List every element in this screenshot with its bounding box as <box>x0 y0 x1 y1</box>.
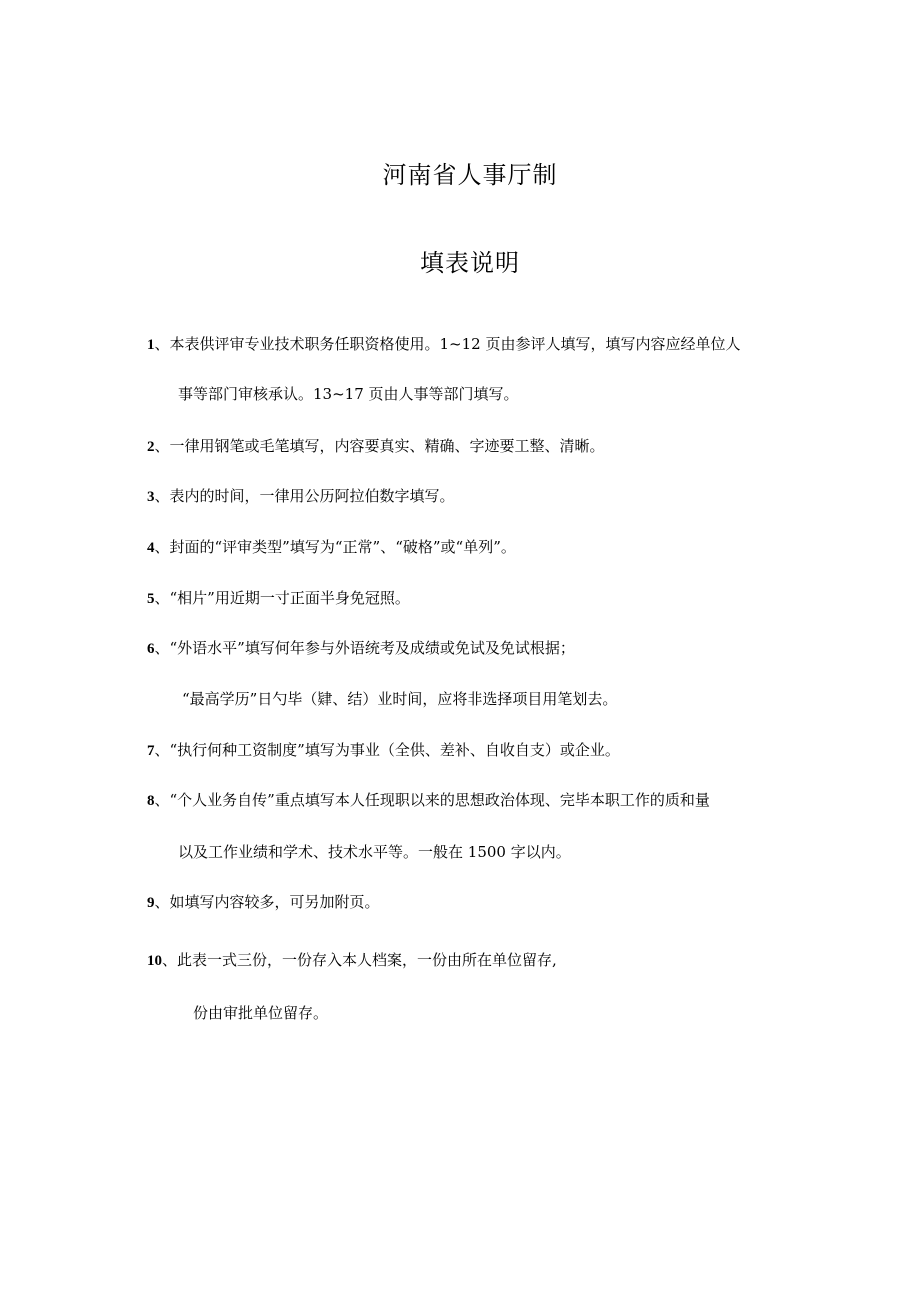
instruction-item-8-continuation: 以及工作业绩和学术、技术水平等。一般在 1500 字以内。 <box>178 843 571 861</box>
instruction-item-10-continuation: 份由审批单位留存。 <box>193 1004 329 1022</box>
item-number: 9 <box>147 895 155 911</box>
instruction-item-1-continuation: 事等部门审核承认。13~17 页由人事等部门填写。 <box>178 385 519 403</box>
item-text: 本表供评审专业技术职务任职资格使用。1~12 页由参评人填写，填写内容应经单位人 <box>169 335 741 353</box>
item-number: 10 <box>147 953 162 969</box>
item-number: 2 <box>147 439 155 455</box>
item-separator: 、 <box>154 639 170 657</box>
instruction-item-2 <box>147 436 605 457</box>
item-separator: 、 <box>154 893 170 911</box>
instruction-item-9 <box>147 892 380 913</box>
item-number: 6 <box>147 641 155 657</box>
item-text: “相片”用近期一寸正面半身免冠照。 <box>169 589 410 607</box>
item-number: 4 <box>147 540 155 556</box>
item-text: 此表一式三份，一份存入本人档案，一份由所在单位留存, <box>177 951 557 969</box>
item-separator: 、 <box>154 589 170 607</box>
page-title: 填表说明 <box>420 249 520 277</box>
item-separator: 、 <box>154 538 170 556</box>
item-text: “执行何种工资制度”填写为事业（全供、差补、自收自支）或企业。 <box>169 741 620 759</box>
item-separator: 、 <box>162 951 178 969</box>
instruction-item-7 <box>147 740 620 761</box>
item-separator: 、 <box>154 741 170 759</box>
item-number: 8 <box>147 793 155 809</box>
instruction-item-10 <box>147 950 557 971</box>
item-separator: 、 <box>154 487 170 505</box>
issuing-authority: 河南省人事厅制 <box>382 161 558 189</box>
item-text: “外语水平”填写何年参与外语统考及成绩或免试及免试根据； <box>169 639 575 657</box>
item-number: 5 <box>147 591 155 607</box>
instruction-item-6 <box>147 638 575 659</box>
item-separator: 、 <box>154 437 170 455</box>
instruction-item-3 <box>147 486 455 507</box>
instruction-item-4 <box>147 537 516 558</box>
instruction-item-1 <box>147 334 741 355</box>
instruction-item-6-continuation: “最高学历”日勺毕（肄、结）业时间，应将非选择项目用笔划去。 <box>182 690 618 708</box>
instruction-item-8 <box>147 790 710 811</box>
item-text: 一律用钢笔或毛笔填写，内容要真实、精确、字迹要工整、清晰。 <box>169 437 605 455</box>
item-text: 表内的时间，一律用公历阿拉伯数字填写。 <box>169 487 455 505</box>
instruction-item-5 <box>147 588 410 609</box>
item-text: “个人业务自传”重点填写本人任现职以来的思想政治体现、完毕本职工作的质和量 <box>169 791 710 809</box>
item-number: 1 <box>147 337 155 353</box>
item-separator: 、 <box>154 335 170 353</box>
item-number: 7 <box>147 743 155 759</box>
item-text: 如填写内容较多，可另加附页。 <box>169 893 380 911</box>
item-separator: 、 <box>154 791 170 809</box>
item-text: 封面的“评审类型”填写为“正常”、“破格”或“单列”。 <box>169 538 516 556</box>
item-number: 3 <box>147 489 155 505</box>
